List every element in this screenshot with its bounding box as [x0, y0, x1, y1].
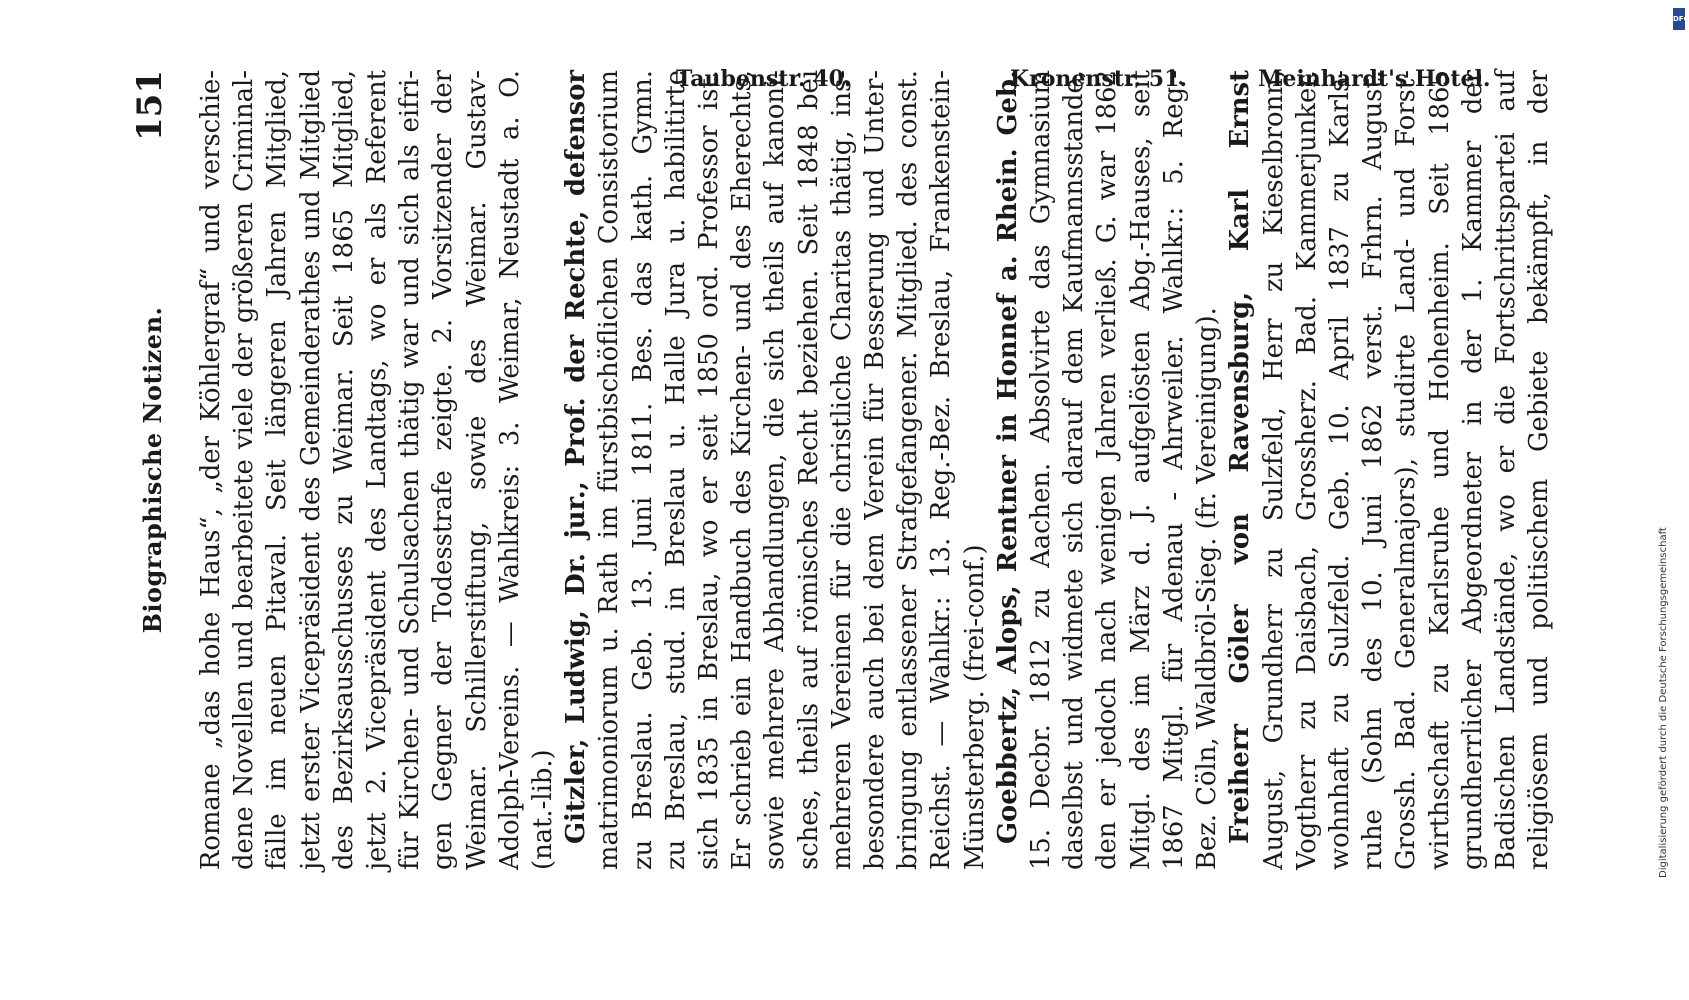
text-line: Grossh. Bad. Generalmajors), studirte Land- und Forst-	[1391, 70, 1422, 870]
text-line: August, Grundherr zu Sulzfeld, Herr zu Kieselbronn,	[1258, 70, 1289, 870]
text-line: religiösem und politischem Gebiete bekämpft, in der	[1524, 70, 1555, 870]
text-line: Münsterberg. (frei-conf.)	[959, 544, 990, 870]
entry-heading-line: Freiherr Göler von Ravensburg, Karl Ernst	[1225, 70, 1256, 844]
text-line: des Bezirksausschusses zu Weimar. Seit 1865 Mitglied,	[328, 70, 359, 870]
text-line: Bez. Cöln, Waldbröl-Sieg. (fr. Vereinigung).	[1192, 307, 1223, 870]
text-line: grundherrlicher Abgeordneter in der 1. Kammer der	[1457, 70, 1488, 870]
page-header	[130, 70, 190, 870]
text-line: Adolph-Vereins. — Wahlkreis: 3. Weimar, Neustadt a. O.	[494, 70, 525, 870]
rotated-text-block	[130, 70, 1580, 870]
digitization-credit	[1655, 40, 1675, 880]
margin-note-address: Kronenstr. 51.	[1010, 66, 1188, 92]
text-line: Er schrieb ein Handbuch des Kirchen- und des Eherechts,	[727, 70, 758, 870]
text-line: Reichst. — Wahlkr.: 13. Reg.-Bez. Breslau, Frankenstein-	[926, 70, 957, 870]
dfg-logo: DFG	[1673, 8, 1685, 30]
entry-heading-line: Goebbertz, Alops, Rentner in Honnef a. Rhein. Geb.	[992, 70, 1023, 844]
text-line: ruhe (Sohn des 10. Juni 1862 verst. Frhrn. August,	[1358, 70, 1389, 870]
text-line: dene Novellen und bearbeitete viele der größeren Criminal-	[229, 70, 260, 870]
text-line: zu Breslau, stud. in Breslau u. Halle Jura u. habilitirte	[660, 70, 691, 870]
text-line: gen Gegner der Todesstrafe zeigte. 2. Vorsitzender der	[428, 70, 459, 870]
text-line: für Kirchen- und Schulsachen thätig war und sich als eifri-	[395, 70, 426, 870]
text-line: zu Breslau. Geb. 13. Juni 1811. Bes. das kath. Gymn.	[627, 70, 658, 870]
margin-note-address: Meinhardt's Hotel.	[1258, 66, 1491, 92]
text-line: matrimoniorum u. Rath im fürstbischöflichen Consistorium	[594, 70, 625, 870]
text-line: besondere auch bei dem Verein für Besserung und Unter-	[860, 70, 891, 870]
text-line: wohnhaft zu Sulzfeld. Geb. 10. April 1837 zu Karls-	[1324, 70, 1355, 870]
text-line: daselbst und widmete sich darauf dem Kaufmannsstande,	[1059, 70, 1090, 870]
text-line: Mitgl. des im März d. J. aufgelösten Abg.-Hauses, seit	[1125, 70, 1156, 870]
text-line: Vogtherr zu Daisbach, Grossherz. Bad. Kammerjunker,	[1291, 70, 1322, 870]
text-line: wirthschaft zu Karlsruhe und Hohenheim. Seit 1865	[1424, 70, 1455, 870]
credit-text: Digitalisierung gefördert durch die Deutsche Forschungsgemeinschaft	[1658, 527, 1669, 878]
text-line: sowie mehrere Abhandlungen, die sich theils auf kanoni-	[760, 70, 791, 870]
text-line: jetzt 2. Vicepräsident des Landtags, wo er als Referent	[362, 70, 393, 870]
text-line: (nat.-lib.)	[528, 749, 559, 870]
text-line: Romane „das hohe Haus“, „der Köhlergraf“ und verschie-	[196, 70, 226, 870]
margin-note-address: Taubenstr. 40.	[676, 66, 852, 92]
text-line: 1867 Mitgl. für Adenau - Ahrweiler. Wahlkr.: 5. Reg.-	[1158, 70, 1189, 870]
text-line: sich 1835 in Breslau, wo er seit 1850 ord. Professor ist.	[694, 70, 725, 870]
text-line: Weimar. Schillerstiftung, sowie des Weimar. Gustav-	[461, 70, 492, 870]
entry-heading-line: Gitzler, Ludwig, Dr. jur., Prof. der Rechte, defensor	[561, 70, 592, 844]
text-line: mehreren Vereinen für die christliche Charitas thätig, ins-	[826, 70, 857, 870]
text-line: sches, theils auf römisches Recht beziehen. Seit 1848 bei	[793, 70, 824, 870]
body-text	[195, 70, 1556, 870]
text-line: fälle im neuen Pitaval. Seit längeren Jahren Mitglied,	[262, 70, 293, 870]
text-line: Badischen Landstände, wo er die Fortschrittspartei auf	[1490, 70, 1521, 870]
text-line: jetzt erster Vicepräsident des Gemeinderathes und Mitglied	[295, 70, 326, 870]
text-line: 15. Decbr. 1812 zu Aachen. Absolvirte das Gymnasium	[1026, 70, 1057, 870]
page-number: 151	[130, 70, 170, 141]
text-line: den er jedoch nach wenigen Jahren verließ. G. war 1862	[1092, 70, 1123, 870]
text-line: bringung entlassener Strafgefangener. Mitglied. des const.	[893, 70, 924, 870]
running-head: Biographische Notizen.	[138, 306, 167, 634]
